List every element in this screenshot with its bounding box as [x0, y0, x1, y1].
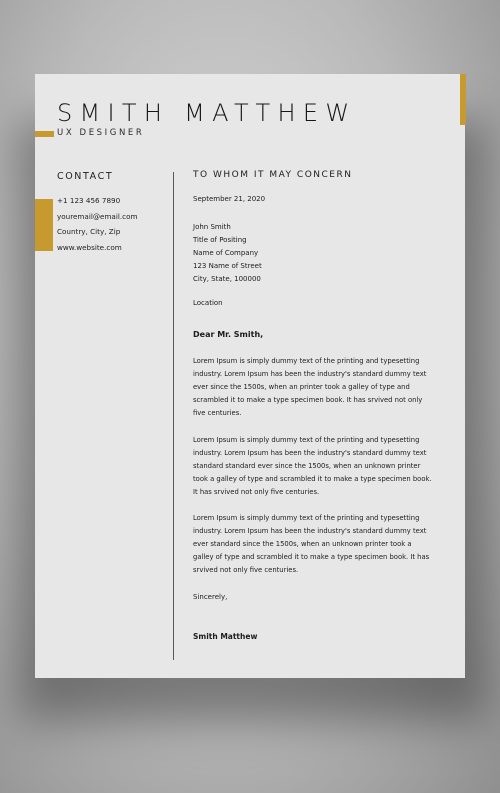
column-divider — [173, 172, 174, 660]
contact-list — [57, 195, 137, 257]
recipient-name: John Smith — [193, 223, 231, 231]
contact-email: youremail@email.com — [57, 211, 138, 221]
letter-date: September 21, 2020 — [193, 195, 266, 203]
applicant-name: SMITH MATTHEW — [57, 99, 357, 127]
letter-heading: TO WHOM IT MAY CONCERN — [193, 170, 353, 180]
letter-paragraph: Lorem Ipsum is simply dummy text of the printing and typesetting industry. Lorem Ipsum has been the industry's standard dummy text ever since the 1500s, when an printer took a galley of type and scrambled it to make a type specimen book. It has srvived not only five centuries. — [193, 357, 427, 417]
letter-closing: Sincerely, — [193, 593, 228, 601]
recipient-street: 123 Name of Street — [193, 262, 262, 270]
cover-letter-page — [35, 74, 465, 678]
recipient-company: Name of Company — [193, 249, 259, 257]
accent-bar-title — [35, 131, 54, 137]
letter-signature: Smith Matthew — [193, 632, 258, 641]
accent-bar-contact — [35, 199, 53, 251]
letter-location: Location — [193, 299, 223, 307]
recipient-title: Title of Positing — [193, 236, 247, 244]
letter-body — [193, 170, 433, 641]
letter-salutation: Dear Mr. Smith, — [193, 330, 264, 339]
contact-phone: +1 123 456 7890 — [57, 196, 121, 205]
letter-paragraph: Lorem Ipsum is simply dummy text of the printing and typesetting industry. Lorem Ipsum has been the industry's standard dummy text standard standard ever since the 1500s, when an unknown printer took a galley of type and scrambled it to make a type specimen book. It has srvived not only five centuries. — [193, 436, 432, 496]
contact-address: Country, City, Zip — [57, 227, 121, 236]
recipient-address — [193, 221, 262, 286]
applicant-role: UX DESIGNER — [57, 128, 145, 138]
contact-website: www.website.com — [57, 242, 122, 252]
recipient-city: City, State, 100000 — [193, 275, 261, 283]
contact-heading: CONTACT — [57, 171, 114, 182]
letter-paragraph: Lorem Ipsum is simply dummy text of the printing and typesetting industry. Lorem Ipsum has been the industry's standard dummy text ever standard since the 1500s, when an unknown printer took a galley of type and scrambled it to make a type specimen book. It has srvived not only five centuries. — [193, 514, 430, 574]
accent-bar-top — [460, 74, 466, 125]
